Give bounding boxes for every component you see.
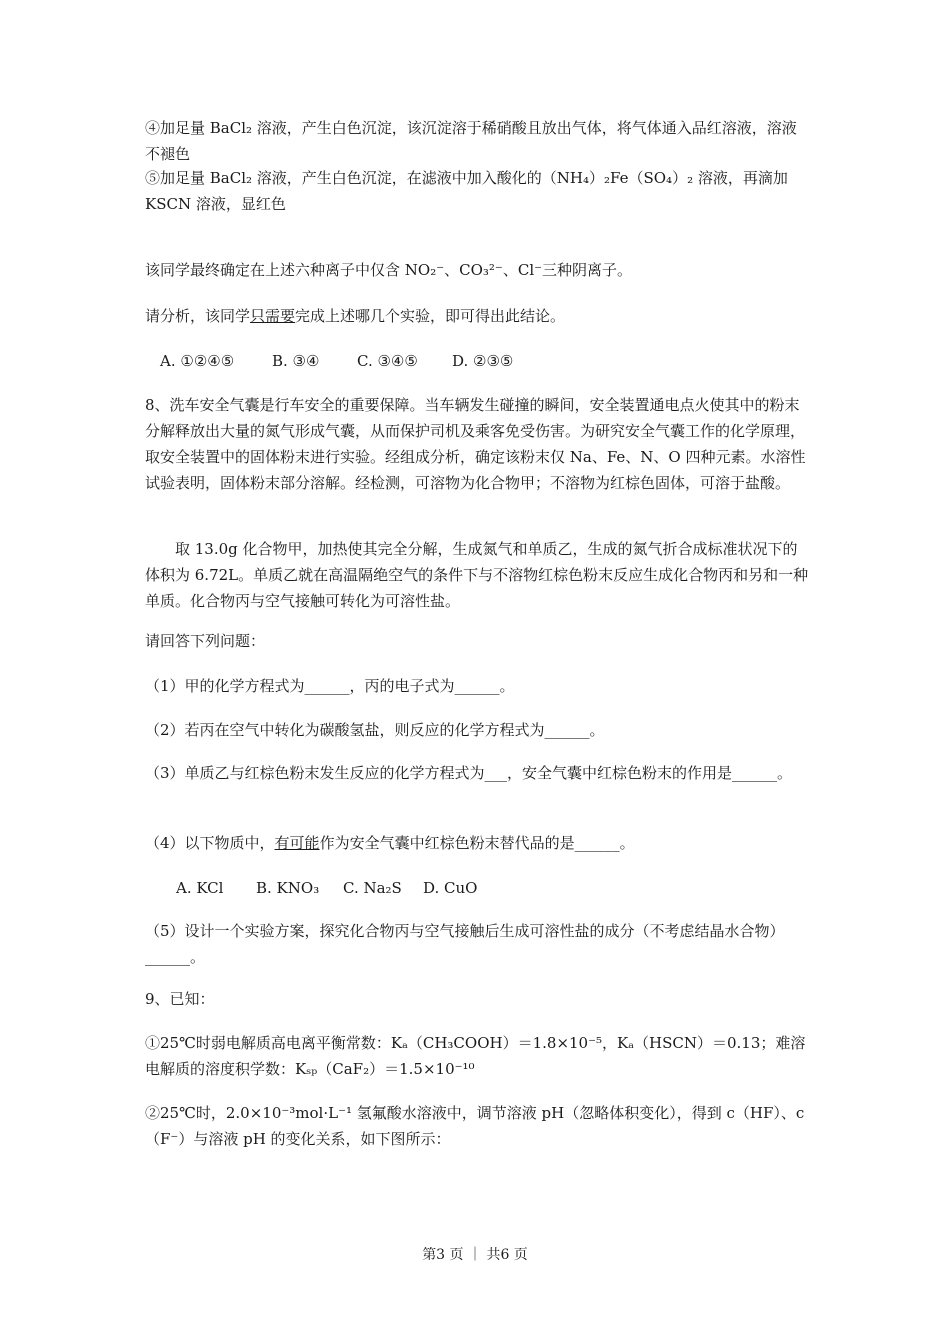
q7-option-a: A. ①②④⑤	[160, 352, 235, 370]
q8-sub-2: （2）若丙在空气中转化为碳酸氢盐，则反应的化学方程式为______。	[145, 721, 605, 739]
q7-ask-pre: 请分析，该同学	[145, 307, 251, 325]
q9-item-1: ①25℃时弱电解质高电离平衡常数：Kₐ（CH₃COOH）＝1.8×10⁻⁵，Kₐ（HSCN）＝0.13；难溶电解质的溶度积学数：Kₛₚ（CaF₂）＝1.5×10⁻¹⁰	[145, 1034, 806, 1078]
q8-sub-4-underlined: 有可能	[274, 834, 320, 852]
q7-option-c: C. ③④⑤	[357, 352, 418, 370]
q8-sub-1: （1）甲的化学方程式为______，丙的电子式为______。	[145, 677, 515, 695]
page-footer: 第3 页 ｜ 共6 页	[422, 1247, 528, 1263]
conclusion-text: 该同学最终确定在上述六种离子中仅含 NO₂⁻、CO₃²⁻、Cl⁻三种阴离子。	[145, 261, 633, 279]
q8-paragraph-2: 取 13.0g 化合物甲，加热使其完全分解，生成氮气和单质乙，生成的氮气折合成标准状况下的体积为 6.72L。单质乙就在高温隔绝空气的条件下与不溶物红棕色粉末反应生成化合物丙和另和一种单质。化合物丙与空气接触可转化为可溶性盐。	[145, 540, 809, 610]
q8-sub-5: （5）设计一个实验方案，探究化合物丙与空气接触后生成可溶性盐的成分（不考虑结晶水合物）______。	[145, 922, 785, 966]
q8-option-b: B. KNO₃	[256, 879, 320, 897]
q8-option-d: D. CuO	[423, 879, 478, 897]
q8-options	[176, 875, 841, 901]
q8-sub-4-post: 作为安全气囊中红棕色粉末替代品的是______。	[319, 834, 635, 852]
q7-options	[160, 348, 825, 374]
q8-sub-4-pre: （4）以下物质中，	[145, 834, 275, 852]
q9-item-2: ②25℃时，2.0×10⁻³mol·L⁻¹ 氢氟酸水溶液中，调节溶液 pH（忽略体积变化），得到 c（HF）、c（F⁻）与溶液 pH 的变化关系，如下图所示：	[145, 1104, 805, 1148]
q8-sub-3: （3）单质乙与红棕色粉末发生反应的化学方程式为___，安全气囊中红棕色粉末的作用是______。	[145, 764, 793, 782]
q7-ask-underlined: 只需要	[250, 307, 296, 325]
experiment-5: ⑤加足量 BaCl₂ 溶液，产生白色沉淀，在滤液中加入酸化的（NH₄）₂Fe（SO₄）₂ 溶液，再滴加 KSCN 溶液，显红色	[145, 169, 788, 213]
q8-sub-4	[145, 830, 810, 856]
q7-ask-post: 完成上述哪几个实验，即可得出此结论。	[295, 307, 566, 325]
experiment-4: ④加足量 BaCl₂ 溶液，产生白色沉淀，该沉淀溶于稀硝酸且放出气体，将气体通入品红溶液，溶液不褪色	[145, 119, 797, 163]
q9-title: 9、已知：	[145, 990, 215, 1008]
q8-intro: 8、洗车安全气囊是行车安全的重要保障。当车辆发生碰撞的瞬间，安全装置通电点火使其中的粉末分解释放出大量的氮气形成气囊，从而保护司机及乘客免受伤害。为研究安全气囊工作的化学原理，取安全装置中的固体粉末进行实验。经组成分析，确定该粉末仅 Na、Fe、N、O 四种元素。水溶性试验表明，固体粉末部分溶解。经检测，可溶物为化合物甲；不溶物为红棕色固体，可溶于盐酸。	[145, 396, 806, 492]
q7-option-b: B. ③④	[272, 352, 320, 370]
q8-ask: 请回答下列问题：	[145, 632, 266, 650]
q7-ask	[145, 303, 810, 329]
q7-option-d: D. ②③⑤	[452, 352, 514, 370]
q8-option-c: C. Na₂S	[343, 879, 402, 897]
q8-option-a: A. KCl	[176, 879, 224, 897]
